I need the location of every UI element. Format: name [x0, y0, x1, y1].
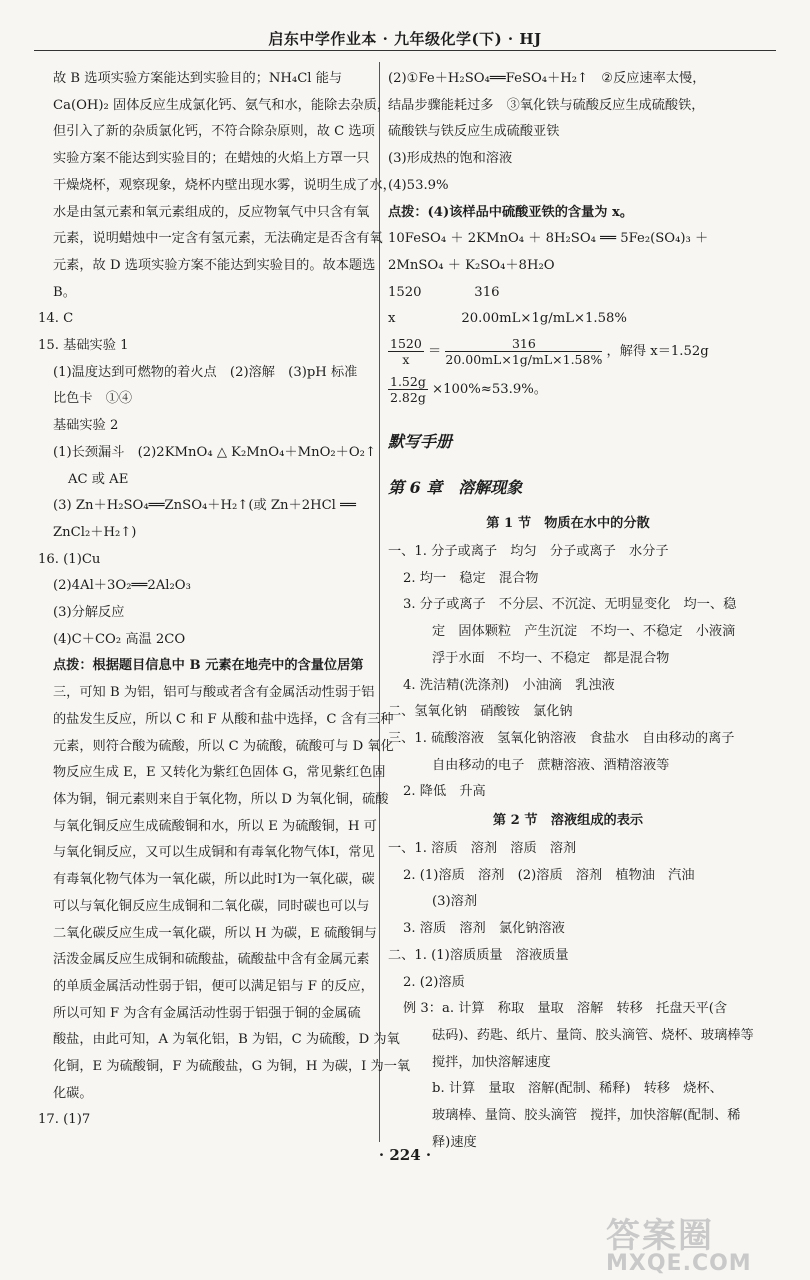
text-line: 2. 降低 升高: [403, 784, 486, 800]
text-line: 2. 均一 稳定 混合物: [403, 570, 539, 586]
section-title: 默写手册: [388, 432, 453, 452]
text-line: (3)分解反应: [53, 605, 125, 621]
text-line: 二氧化碳反应生成一氧化碳，所以 H 为碳，E 硫酸铜与: [53, 925, 377, 941]
running-header: 启东中学作业本 · 九年级化学(下) · HJ: [268, 30, 542, 48]
text-line: 基础实验 2: [53, 418, 119, 434]
text-line: 点拨：根据题目信息中 B 元素在地壳中的含量位居第: [53, 658, 364, 674]
text-line: 点拨：(4)该样品中硫酸亚铁的含量为 x。: [388, 204, 634, 220]
text-line: 浮于水面 不均一、不稳定 都是混合物: [432, 650, 670, 666]
text-line: (1)温度达到可燃物的着火点 (2)溶解 (3)pH 标准: [53, 364, 358, 380]
fraction-numerator: 1.52g: [390, 374, 426, 390]
text-line: (3) Zn＋H₂SO₄══ZnSO₄＋H₂↑(或 Zn＋2HCl ══: [53, 498, 356, 514]
text-line: 与氧化铜反应生成硫酸铜和水，所以 E 为硫酸铜，H 可: [53, 818, 377, 834]
subsection-2-answers: [388, 836, 754, 1156]
text-line: 15. 基础实验 1: [38, 338, 129, 354]
text-line: 元素，说明蜡烛中一定含有氢元素，无法确定是否含有氧: [53, 231, 383, 247]
text-line: 10FeSO₄ ＋ 2KMnO₄ ＋ 8H₂SO₄ ══ 5Fe₂(SO₄)₃ ＋: [388, 231, 709, 247]
text-line: 二、1. (1)溶质质量 溶液质量: [388, 947, 569, 963]
text-line: 搅拌，加快溶解速度: [432, 1054, 551, 1070]
text-line: AC 或 AE: [68, 471, 129, 487]
text-line: 的单质金属活动性弱于铝，便可以满足铝与 F 的反应，: [53, 978, 374, 994]
text-line: 元素，故 D 选项实验方案不能达到实验目的。故本题选: [53, 257, 376, 273]
text-line: (1)长颈漏斗 (2)2KMnO₄ △ K₂MnO₄＋MnO₂＋O₂↑: [53, 444, 377, 460]
percentage-result: ×100%≈53.9%。: [432, 382, 547, 398]
right-column: [388, 66, 754, 1157]
subsection-title: 第 2 节 溶液组成的表示: [492, 813, 644, 829]
text-line: (2)①Fe＋H₂SO₄══FeSO₄＋H₂↑ ②反应速率太慢，: [388, 71, 706, 86]
fraction-denominator: 20.00mL×1g/mL×1.58%: [445, 352, 603, 368]
equation-ratio: [388, 333, 748, 371]
text-line: 化铜，E 为硫酸铜，F 为硫酸盐，G 为铜，H 为碳，I 为一氧: [53, 1059, 411, 1075]
text-line: 所以可知 F 为含有金属活动性弱于铝强于铜的金属硫: [53, 1005, 361, 1021]
text-line: 自由移动的电子 蔗糖溶液、酒精溶液等: [432, 757, 670, 773]
text-line: b. 计算 量取 溶解(配制、稀释) 转移 烧杯、: [432, 1081, 723, 1097]
text-line: 4. 洗洁精(洗涤剂) 小油滴 乳浊液: [403, 677, 615, 693]
fraction-denominator: x: [402, 352, 410, 368]
equation-percentage: [388, 371, 748, 409]
text-line: 化碳。: [53, 1085, 93, 1101]
text-line: 2. (1)溶质 溶剂 (2)溶质 溶剂 植物油 汽油: [403, 867, 695, 883]
text-line: 释)速度: [432, 1134, 477, 1150]
text-line: 与氧化铜反应，又可以生成铜和有毒氧化物气体Ⅰ，常见: [53, 845, 375, 861]
text-line: 1520 316: [388, 284, 500, 300]
equals-sign: ＝: [428, 344, 442, 360]
fraction-percentage: [388, 374, 428, 405]
text-line: 二、氢氧化钠 硝酸铵 氯化钠: [388, 704, 573, 720]
text-line: B。: [53, 284, 76, 300]
text-line: (2)4Al＋3O₂══2Al₂O₃: [53, 578, 191, 594]
subsection-1-answers: [388, 539, 748, 806]
text-line: 干燥烧杯，观察现象，烧杯内壁出现水雾，说明生成了水，: [53, 177, 396, 193]
text-line: 2MnSO₄ ＋ K₂SO₄＋8H₂O: [388, 257, 555, 273]
text-line: 三、1. 硫酸溶液 氢氧化钠溶液 食盐水 自由移动的离子: [388, 730, 735, 746]
text-line: 比色卡 ①④: [53, 391, 133, 407]
watermark-logo: [606, 1208, 796, 1274]
text-line: 活泼金属反应生成铜和硫酸盐，硫酸盐中含有金属元素: [53, 952, 370, 968]
text-line: (3)溶剂: [432, 894, 478, 910]
text-line: 3. 分子或离子 不分层、不沉淀、无明显变化 均一、稳: [403, 597, 737, 613]
text-line: (4)C＋CO₂ 高温 2CO: [53, 631, 186, 647]
text-line: 的盐发生反应，所以 C 和 F 从酸和盐中选择，C 含有三种: [53, 711, 394, 727]
text-line: 元素，则符合酸为硫酸，所以 C 为硫酸，硫酸可与 D 氧化: [53, 738, 394, 754]
text-line: 结晶步骤能耗过多 ③氧化铁与硫酸反应生成硫酸铁，: [388, 97, 705, 113]
text-line: 2. (2)溶质: [403, 974, 465, 990]
text-line: 但引入了新的杂质氯化钙，不符合除杂原则，故 C 选项: [53, 124, 375, 140]
fraction-denominator: 2.82g: [390, 390, 426, 406]
text-line: 玻璃棒、量筒、胶头滴管 搅拌，加快溶解(配制、稀: [432, 1108, 741, 1124]
answer-17-continued: [388, 66, 748, 333]
text-line: 16. (1)Cu: [38, 551, 101, 567]
text-line: ZnCl₂＋H₂↑): [53, 524, 137, 540]
text-line: 酸盐，由此可知，A 为氧化铝，B 为铝，C 为硫酸，D 为氧: [53, 1032, 400, 1048]
text-line: 三，可知 B 为铝，铝可与酸或者含有金属活动性弱于铝: [53, 685, 375, 701]
text-line: 水是由氢元素和氧元素组成的，反应物氧气中只含有氧: [53, 204, 370, 220]
subsection-title: 第 1 节 物质在水中的分散: [486, 516, 650, 532]
text-line: 一、1. 分子或离子 均匀 分子或离子 水分子: [388, 544, 669, 560]
text-line: Ca(OH)₂ 固体反应生成氯化钙、氨气和水，能除去杂质，: [53, 97, 390, 113]
text-line: 体为铜，铜元素则来自于氧化物，所以 D 为氧化铜，硫酸: [53, 791, 389, 807]
text-line: 17. (1)7: [38, 1112, 91, 1128]
watermark-text: 答案圈: [606, 1216, 714, 1256]
solve-text: ，解得 x＝1.52g: [606, 344, 709, 360]
text-line: (4)53.9%: [388, 177, 449, 193]
fraction-left: [388, 336, 424, 367]
text-line: 有毒氧化物气体为一氧化碳，所以此时Ⅰ为一氧化碳，碳: [53, 872, 375, 888]
header-rule: [34, 50, 776, 51]
fraction-right: [445, 336, 602, 367]
fraction-numerator: 316: [445, 336, 602, 352]
text-line: 14. C: [38, 311, 74, 327]
text-line: 硫酸铁与铁反应生成硫酸亚铁: [388, 124, 560, 140]
text-line: 一、1. 溶质 溶剂 溶质 溶剂: [388, 841, 577, 857]
column-divider: [379, 62, 380, 1142]
text-line: x 20.00mL×1g/mL×1.58%: [388, 311, 627, 327]
fraction-numerator: 1520: [390, 336, 422, 352]
chapter-title: 第 6 章 溶解现象: [388, 478, 523, 498]
text-line: 可以与氧化铜反应生成铜和二氧化碳，同时碳也可以与: [53, 898, 370, 914]
text-line: (3)形成热的饱和溶液: [388, 151, 513, 167]
text-line: 实验方案不能达到实验目的；在蜡烛的火焰上方罩一只: [53, 151, 370, 167]
page-number: · 224 ·: [378, 1146, 432, 1164]
watermark-url: MXQE.COM: [606, 1251, 752, 1276]
text-line: 砝码)、药匙、纸片、量筒、胶头滴管、烧杯、玻璃棒等: [432, 1027, 754, 1043]
text-line: 3. 溶质 溶剂 氯化钠溶液: [403, 921, 565, 937]
text-line: 定 固体颗粒 产生沉淀 不均一、不稳定 小液滴: [432, 624, 736, 640]
text-line: 故 B 选项实验方案能达到实验目的；NH₄Cl 能与: [53, 71, 343, 86]
text-line: 物反应生成 E，E 又转化为紫红色固体 G，常见紫红色固: [53, 765, 386, 781]
text-line: 例 3：a. 计算 称取 量取 溶解 转移 托盘天平(含: [403, 1001, 728, 1017]
